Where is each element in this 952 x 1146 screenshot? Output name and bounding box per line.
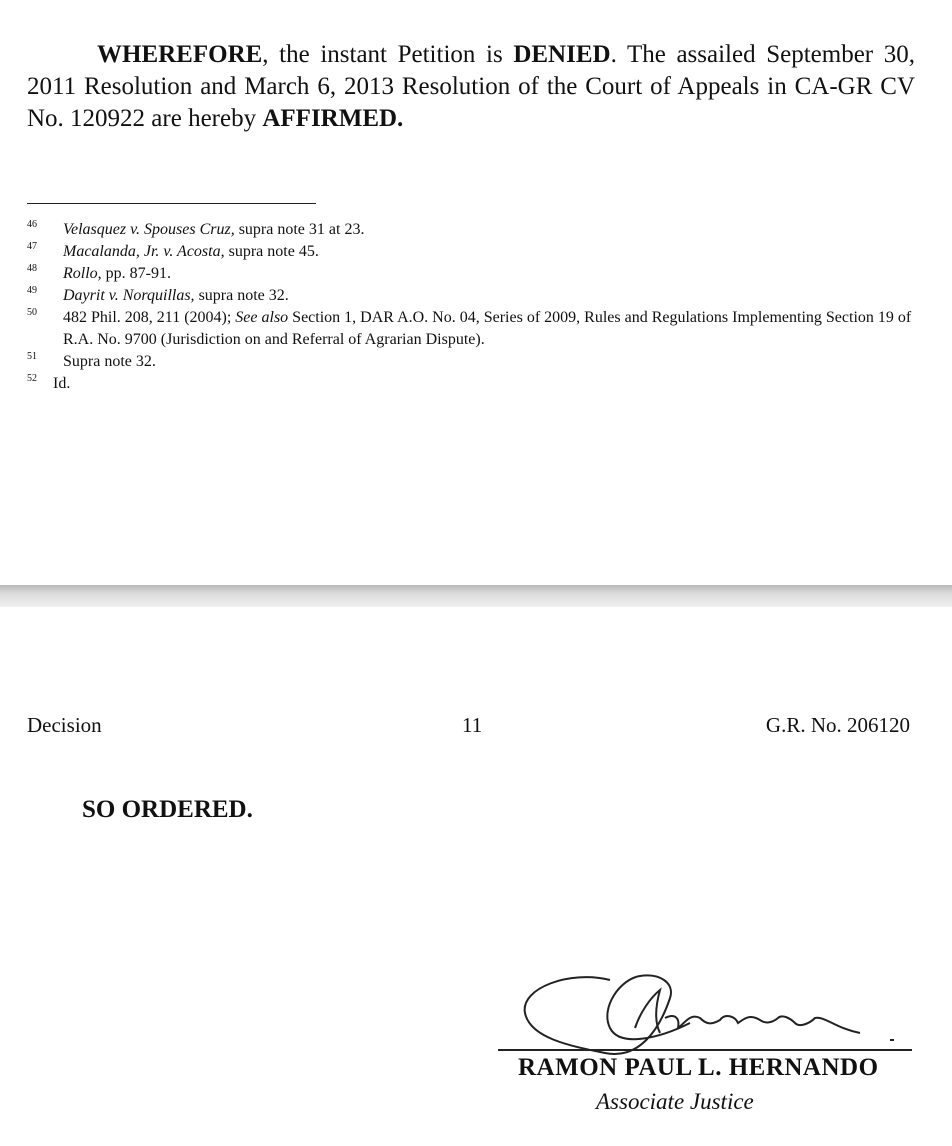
signature-line <box>498 1049 912 1051</box>
signatory-name: RAMON PAUL L. HERNANDO <box>518 1054 879 1081</box>
header-document-type: Decision <box>27 713 102 737</box>
footnotes <box>27 219 922 395</box>
page-number: 11 <box>462 713 483 737</box>
footnote-49: 49 Dayrit v. Norquillas, supra note 32. <box>27 285 289 304</box>
footnote-51: 51 Supra note 32. <box>27 351 156 370</box>
footnote-46: 46 Velasquez v. Spouses Cruz, supra note 31 at 23. <box>27 219 365 238</box>
footnote-48: 48 Rollo, pp. 87-91. <box>27 263 171 282</box>
footnote-47: 47 Macalanda, Jr. v. Acosta, supra note 45. <box>27 241 319 260</box>
so-ordered: SO ORDERED. <box>82 796 253 823</box>
footnote-52: 52 Id. <box>27 373 71 392</box>
signatory-title: Associate Justice <box>596 1089 754 1114</box>
footnote-separator <box>27 203 316 204</box>
dispositive-paragraph: WHEREFORE, the instant Petition is DENIED. The assailed September 30, 2011 Resolution and March 6, 2013 Resolution of the Court of Appeals in CA-GR CV No. 120922 are hereby AFFIRMED. <box>27 41 915 132</box>
footnote-50: 50 482 Phil. 208, 211 (2004); See also Section 1, DAR A.O. No. 04, Series of 2009, Rules and Regulations Implementing Section 19 of R.A. No. 9700 (Jurisdiction on and Referral of Agrarian Dispute). <box>27 307 912 348</box>
page-break <box>0 585 952 607</box>
header-case-number: G.R. No. 206120 <box>765 713 910 737</box>
